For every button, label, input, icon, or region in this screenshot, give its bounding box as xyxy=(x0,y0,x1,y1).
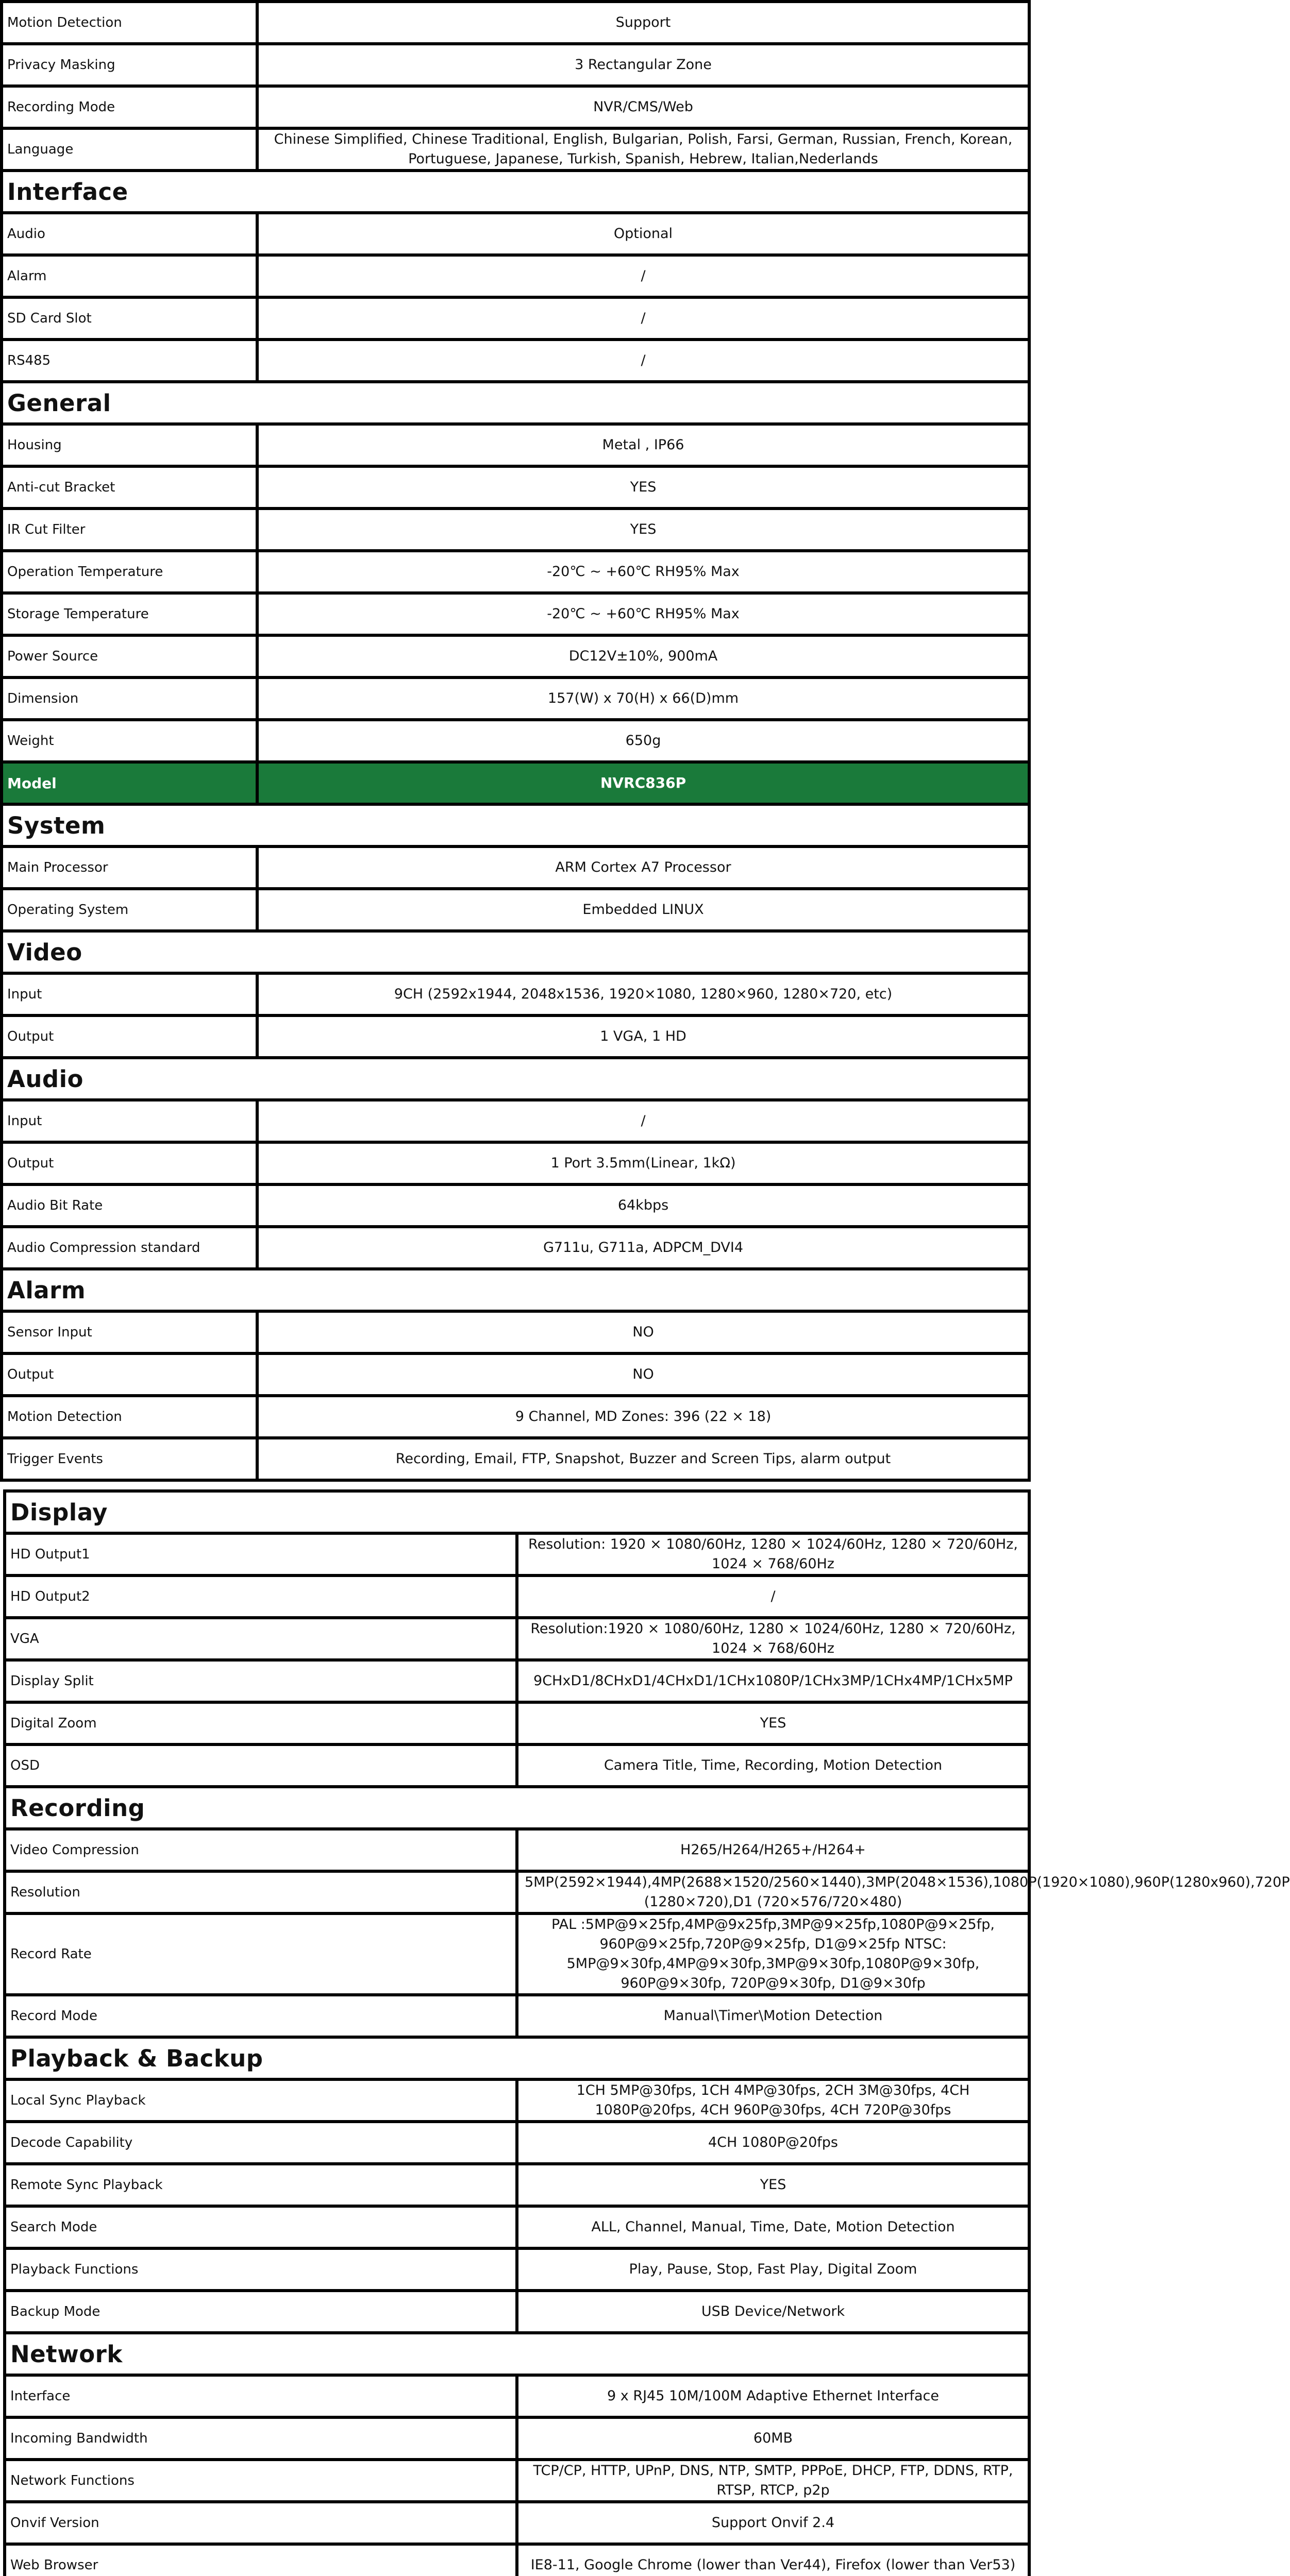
spec-row xyxy=(2,297,1029,340)
spec-row xyxy=(2,593,1029,635)
spec-value: IE8-11, Google Chrome (lower than Ver44), Firefox (lower than Ver53) xyxy=(517,2544,1029,2576)
spec-row xyxy=(2,340,1029,382)
spec-value: Support Onvif 2.4 xyxy=(517,2502,1029,2544)
spec-value: Optional xyxy=(257,213,1029,255)
spec-row xyxy=(2,973,1029,1015)
spec-value: G711u, G711a, ADPCM_DVI4 xyxy=(257,1227,1029,1269)
spec-value: Resolution:1920 × 1080/60Hz, 1280 × 1024/60Hz, 1280 × 720/60Hz, 1024 × 768/60Hz xyxy=(517,1618,1029,1660)
section-title: Playback & Backup xyxy=(5,2037,1029,2079)
section-header-playback-backup xyxy=(5,2037,1029,2079)
spec-value: TCP/CP, HTTP, UPnP, DNS, NTP, SMTP, PPPoE, DHCP, FTP, DDNS, RTP, RTSP, RTCP, p2p xyxy=(517,2460,1029,2502)
spec-row xyxy=(2,1227,1029,1269)
spec-row xyxy=(5,2417,1029,2460)
spec-value: NVRC836P xyxy=(257,762,1029,804)
spec-label: Motion Detection xyxy=(2,1396,257,1438)
spec-row xyxy=(2,889,1029,931)
spec-value: YES xyxy=(517,2164,1029,2206)
spec-value: Camera Title, Time, Recording, Motion Detection xyxy=(517,1744,1029,1787)
spec-row xyxy=(2,255,1029,297)
spec-row xyxy=(5,2206,1029,2248)
spec-row xyxy=(5,2375,1029,2417)
spec-value: 9CH (2592x1944, 2048x1536, 1920×1080, 1280×960, 1280×720, etc) xyxy=(257,973,1029,1015)
section-header-display xyxy=(5,1491,1029,1533)
spec-value: Manual\Timer\Motion Detection xyxy=(517,1995,1029,2037)
spec-label: Audio xyxy=(2,213,257,255)
spec-value: 4CH 1080P@20fps xyxy=(517,2122,1029,2164)
spec-row xyxy=(5,2079,1029,2122)
section-header-recording xyxy=(5,1787,1029,1829)
spec-label: OSD xyxy=(5,1744,517,1787)
section-header-interface xyxy=(2,171,1029,213)
spec-value: Support xyxy=(257,2,1029,44)
model-row xyxy=(2,762,1029,804)
spec-row xyxy=(5,1744,1029,1787)
section-title: Display xyxy=(5,1491,1029,1533)
spec-label: Language xyxy=(2,128,257,171)
spec-label: Weight xyxy=(2,720,257,762)
spec-label: Display Split xyxy=(5,1660,517,1702)
spec-label: Web Browser xyxy=(5,2544,517,2576)
spec-row xyxy=(5,2502,1029,2544)
spec-value: / xyxy=(257,1100,1029,1142)
section-header-network xyxy=(5,2333,1029,2375)
spec-label: Output xyxy=(2,1353,257,1396)
spec-label: Alarm xyxy=(2,255,257,297)
spec-row xyxy=(2,1353,1029,1396)
spec-label: Audio Compression standard xyxy=(2,1227,257,1269)
spec-row xyxy=(2,720,1029,762)
spec-label: Onvif Version xyxy=(5,2502,517,2544)
spec-table-part2 xyxy=(3,1489,1290,2576)
spec-row xyxy=(5,1533,1029,1575)
spec-value: H265/H264/H265+/H264+ xyxy=(517,1829,1029,1871)
spec-value: USB Device/Network xyxy=(517,2291,1029,2333)
spec-row xyxy=(5,1575,1029,1618)
spec-label: Resolution xyxy=(5,1871,517,1913)
section-title: Interface xyxy=(2,171,1029,213)
spec-value: 64kbps xyxy=(257,1184,1029,1227)
spec-label: Recording Mode xyxy=(2,86,257,128)
spec-row xyxy=(2,1438,1029,1480)
spec-value: YES xyxy=(517,1702,1029,1744)
spec-label: Housing xyxy=(2,424,257,466)
spec-label: Anti-cut Bracket xyxy=(2,466,257,509)
section-header-video xyxy=(2,931,1029,973)
spec-label: Storage Temperature xyxy=(2,593,257,635)
spec-label: HD Output1 xyxy=(5,1533,517,1575)
spec-row xyxy=(2,1184,1029,1227)
spec-value: 5MP(2592×1944),4MP(2688×1520/2560×1440),3MP(2048×1536),1080P(1920×1080),960P(1280x960),720P (1280×720),D1 (720×576/720×480) xyxy=(517,1871,1029,1913)
section-header-general xyxy=(2,382,1029,424)
spec-row xyxy=(2,677,1029,720)
spec-label: Input xyxy=(2,973,257,1015)
section-title: General xyxy=(2,382,1029,424)
spec-value: 60MB xyxy=(517,2417,1029,2460)
spec-label: VGA xyxy=(5,1618,517,1660)
spec-row xyxy=(5,2248,1029,2291)
spec-label: Record Mode xyxy=(5,1995,517,2037)
spec-value: Resolution: 1920 × 1080/60Hz, 1280 × 1024/60Hz, 1280 × 720/60Hz, 1024 × 768/60Hz xyxy=(517,1533,1029,1575)
spec-label: Model xyxy=(2,762,257,804)
spec-label: Interface xyxy=(5,2375,517,2417)
spec-label: Power Source xyxy=(2,635,257,677)
spec-value: / xyxy=(257,255,1029,297)
spec-value: YES xyxy=(257,466,1029,509)
spec-label: SD Card Slot xyxy=(2,297,257,340)
spec-label: RS485 xyxy=(2,340,257,382)
spec-row xyxy=(2,1142,1029,1184)
spec-value: 3 Rectangular Zone xyxy=(257,44,1029,86)
spec-label: Output xyxy=(2,1142,257,1184)
spec-row xyxy=(5,2460,1029,2502)
spec-label: Output xyxy=(2,1015,257,1058)
spec-row xyxy=(2,44,1029,86)
spec-label: Local Sync Playback xyxy=(5,2079,517,2122)
spec-row xyxy=(5,1660,1029,1702)
spec-label: Dimension xyxy=(2,677,257,720)
spec-value: Recording, Email, FTP, Snapshot, Buzzer and Screen Tips, alarm output xyxy=(257,1438,1029,1480)
spec-value: 9 x RJ45 10M/100M Adaptive Ethernet Interface xyxy=(517,2375,1029,2417)
spec-label: IR Cut Filter xyxy=(2,509,257,551)
spec-value: 157(W) x 70(H) x 66(D)mm xyxy=(257,677,1029,720)
section-header-system xyxy=(2,804,1029,846)
spec-label: Motion Detection xyxy=(2,2,257,44)
section-header-alarm xyxy=(2,1269,1029,1311)
section-title: Recording xyxy=(5,1787,1029,1829)
spec-row xyxy=(2,846,1029,889)
spec-row xyxy=(5,1829,1029,1871)
spec-label: Backup Mode xyxy=(5,2291,517,2333)
spec-row xyxy=(2,424,1029,466)
spec-label: Main Processor xyxy=(2,846,257,889)
section-title: Alarm xyxy=(2,1269,1029,1311)
spec-row xyxy=(5,2122,1029,2164)
section-title: Network xyxy=(5,2333,1029,2375)
spec-value: / xyxy=(517,1575,1029,1618)
spec-value: -20℃ ~ +60℃ RH95% Max xyxy=(257,551,1029,593)
spec-value: Metal , IP66 xyxy=(257,424,1029,466)
spec-label: Network Functions xyxy=(5,2460,517,2502)
spec-value: 9 Channel, MD Zones: 396 (22 × 18) xyxy=(257,1396,1029,1438)
section-title: Video xyxy=(2,931,1029,973)
spec-label: Decode Capability xyxy=(5,2122,517,2164)
spec-value: NO xyxy=(257,1311,1029,1353)
spec-value: PAL :5MP@9×25fp,4MP@9x25fp,3MP@9×25fp,1080P@9×25fp, 960P@9×25fp,720P@9×25fp, D1@9×25fp NTSC: 5MP@9×30fp,4MP@9×30fp,3MP@9×30fp,1080P@9×30fp, 960P@9×30fp, 720P@9×30fp, D1@9×30fp xyxy=(517,1913,1029,1995)
spec-value: / xyxy=(257,340,1029,382)
spec-label: Video Compression xyxy=(5,1829,517,1871)
spec-row xyxy=(5,1702,1029,1744)
spec-row xyxy=(2,1015,1029,1058)
spec-row xyxy=(5,1913,1029,1995)
spec-label: Remote Sync Playback xyxy=(5,2164,517,2206)
spec-row xyxy=(2,509,1029,551)
spec-value: 1CH 5MP@30fps, 1CH 4MP@30fps, 2CH 3M@30fps, 4CH 1080P@20fps, 4CH 960P@30fps, 4CH 720P@30fps xyxy=(517,2079,1029,2122)
spec-row xyxy=(2,86,1029,128)
spec-row xyxy=(2,128,1029,171)
spec-row xyxy=(2,551,1029,593)
spec-label: Operating System xyxy=(2,889,257,931)
spec-label: Privacy Masking xyxy=(2,44,257,86)
spec-row xyxy=(5,2544,1029,2576)
spec-label: Input xyxy=(2,1100,257,1142)
spec-label: Record Rate xyxy=(5,1913,517,1995)
spec-value: 9CHxD1/8CHxD1/4CHxD1/1CHx1080P/1CHx3MP/1CHx4MP/1CHx5MP xyxy=(517,1660,1029,1702)
spec-row xyxy=(2,1100,1029,1142)
spec-table-part1 xyxy=(0,0,1031,1482)
spec-value: Chinese Simplified, Chinese Traditional, English, Bulgarian, Polish, Farsi, German, Russian, French, Korean, Portuguese, Japanese, Turkish, Spanish, Hebrew, Italian,Nederlands xyxy=(257,128,1029,171)
spec-label: Audio Bit Rate xyxy=(2,1184,257,1227)
section-title: System xyxy=(2,804,1029,846)
spec-value: -20℃ ~ +60℃ RH95% Max xyxy=(257,593,1029,635)
spec-label: HD Output2 xyxy=(5,1575,517,1618)
spec-value: DC12V±10%, 900mA xyxy=(257,635,1029,677)
spec-label: Incoming Bandwidth xyxy=(5,2417,517,2460)
section-title: Audio xyxy=(2,1058,1029,1100)
spec-row xyxy=(5,1871,1029,1913)
spec-label: Playback Functions xyxy=(5,2248,517,2291)
spec-value: 1 VGA, 1 HD xyxy=(257,1015,1029,1058)
spec-value: NVR/CMS/Web xyxy=(257,86,1029,128)
spec-value: 650g xyxy=(257,720,1029,762)
spec-label: Sensor Input xyxy=(2,1311,257,1353)
spec-value: Embedded LINUX xyxy=(257,889,1029,931)
spec-row xyxy=(2,1311,1029,1353)
spec-row xyxy=(5,1995,1029,2037)
spec-value: ARM Cortex A7 Processor xyxy=(257,846,1029,889)
spec-row xyxy=(5,2291,1029,2333)
spec-row xyxy=(2,1396,1029,1438)
spec-value: 1 Port 3.5mm(Linear, 1kΩ) xyxy=(257,1142,1029,1184)
spec-label: Operation Temperature xyxy=(2,551,257,593)
spec-label: Digital Zoom xyxy=(5,1702,517,1744)
spec-value: YES xyxy=(257,509,1029,551)
spec-label: Trigger Events xyxy=(2,1438,257,1480)
spec-row xyxy=(2,466,1029,509)
spec-value: ALL, Channel, Manual, Time, Date, Motion Detection xyxy=(517,2206,1029,2248)
spec-row xyxy=(2,635,1029,677)
spec-value: / xyxy=(257,297,1029,340)
section-header-audio xyxy=(2,1058,1029,1100)
spec-value: Play, Pause, Stop, Fast Play, Digital Zoom xyxy=(517,2248,1029,2291)
spec-row xyxy=(5,2164,1029,2206)
spec-row xyxy=(5,1618,1029,1660)
spec-row xyxy=(2,213,1029,255)
spec-row xyxy=(2,2,1029,44)
spec-label: Search Mode xyxy=(5,2206,517,2248)
spec-value: NO xyxy=(257,1353,1029,1396)
